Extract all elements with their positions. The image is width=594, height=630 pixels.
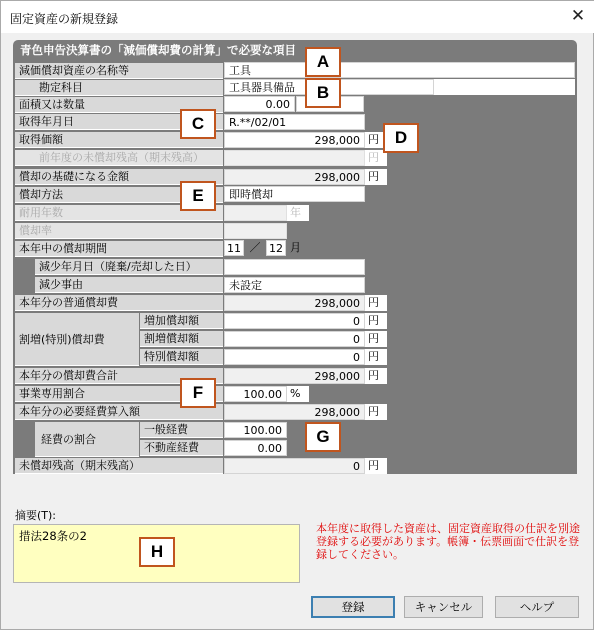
increase-depreciation-label: 増加償却額: [140, 313, 223, 329]
realestate-expense-label: 不動産経費: [140, 440, 223, 456]
period-separator: ／: [249, 241, 261, 254]
increase-depreciation-unit: 円: [365, 313, 387, 329]
account-select[interactable]: 工具器具備品: [224, 79, 434, 95]
annotation-marker-d: D: [383, 123, 419, 153]
period-unit: 月: [290, 241, 301, 254]
premium-depreciation-unit: 円: [365, 331, 387, 347]
quantity-input[interactable]: 0.00: [224, 96, 295, 112]
annotation-marker-a: A: [305, 47, 341, 77]
depreciation-basis-value: 298,000: [224, 169, 365, 185]
cancel-button[interactable]: キャンセル: [404, 596, 483, 618]
memo-label: 摘要(T):: [15, 509, 57, 522]
unamortized-balance-value: 0: [224, 458, 365, 474]
necessary-expense-label: 本年分の必要経費算入額: [15, 404, 223, 420]
annotation-marker-f: F: [180, 378, 216, 408]
extra-depreciation-group-label: [15, 313, 139, 366]
annotation-marker-e: E: [180, 181, 216, 211]
realestate-expense-input[interactable]: 0.00: [224, 440, 287, 456]
title-bar: [1, 1, 594, 33]
normal-depreciation-value: 298,000: [224, 295, 365, 311]
annotation-marker-c: C: [180, 109, 216, 139]
depreciation-basis-label: 償却の基礎になる金額: [15, 169, 223, 185]
close-icon[interactable]: ✕: [570, 6, 586, 26]
necessary-expense-unit: 円: [365, 404, 387, 420]
useful-life-unit: 年: [287, 205, 309, 221]
acquisition-date-input[interactable]: R.**/02/01: [224, 114, 365, 130]
acquisition-price-input[interactable]: 298,000: [224, 132, 365, 148]
panel-header: 青色申告決算書の「減価償却費の計算」で必要な項目: [20, 43, 296, 57]
memo-textarea[interactable]: 措法28条の2: [13, 524, 300, 583]
total-depreciation-label: 本年分の償却費合計: [15, 368, 223, 384]
necessary-expense-value: 298,000: [224, 404, 365, 420]
decrease-reason-select[interactable]: 未設定: [224, 277, 365, 293]
normal-depreciation-unit: 円: [365, 295, 387, 311]
extra-depreciation-group-text: 割増(特別)償却費: [19, 333, 105, 346]
asset-name-input[interactable]: 工具: [224, 62, 575, 78]
depreciation-period-label: 本年中の償却期間: [15, 241, 223, 257]
acquisition-price-unit: 円: [365, 132, 387, 148]
expense-ratio-group-label: [35, 422, 139, 457]
premium-depreciation-label: 割増償却額: [140, 331, 223, 347]
decrease-reason-label: 減少事由: [35, 277, 223, 293]
business-ratio-label: 事業専用割合: [15, 386, 223, 402]
notice-text: 本年度に取得した資産は、固定資産取得の仕訳を別途登録する必要があります。帳簿・伝票画面で仕訳を登録してください。: [316, 522, 580, 561]
total-depreciation-unit: 円: [365, 368, 387, 384]
asset-name-label: 減価償却資産の名称等: [15, 63, 223, 79]
acquisition-date-label: 取得年月日: [15, 114, 223, 130]
unamortized-balance-label: 未償却残高（期末残高）: [15, 458, 223, 474]
increase-depreciation-input[interactable]: 0: [224, 313, 365, 329]
premium-depreciation-input[interactable]: 0: [224, 331, 365, 347]
previous-balance-input: [224, 150, 365, 166]
depreciation-basis-unit: 円: [365, 169, 387, 185]
annotation-marker-h: H: [139, 537, 175, 567]
annotation-marker-g: G: [305, 422, 341, 452]
useful-life-input: [224, 205, 287, 221]
acquisition-price-label: 取得価額: [15, 132, 223, 148]
unamortized-balance-unit: 円: [365, 458, 387, 474]
quantity-label: 面積又は数量: [15, 97, 223, 113]
depreciation-rate-label: 償却率: [15, 223, 223, 239]
period-from-input[interactable]: 11: [224, 240, 244, 256]
decrease-date-label: 減少年月日（廃棄/売却した日）: [35, 259, 223, 275]
business-ratio-input[interactable]: 100.00: [224, 386, 287, 402]
period-to-input[interactable]: 12: [266, 240, 286, 256]
help-button[interactable]: ヘルプ: [495, 596, 579, 618]
useful-life-label: 耐用年数: [15, 205, 223, 221]
depreciation-rate-input: [224, 223, 287, 239]
account-label: 勘定科目: [15, 80, 223, 96]
depreciation-method-label: 償却方法: [15, 187, 223, 203]
previous-balance-unit: 円: [365, 150, 387, 166]
special-depreciation-input[interactable]: 0: [224, 349, 365, 365]
normal-depreciation-label: 本年分の普通償却費: [15, 295, 223, 311]
window-title: 固定資産の新規登録: [10, 12, 119, 26]
register-button[interactable]: 登録: [311, 596, 395, 618]
annotation-marker-b: B: [305, 78, 341, 108]
special-depreciation-label: 特別償却額: [140, 349, 223, 365]
depreciation-method-select[interactable]: 即時償却: [224, 186, 365, 202]
previous-balance-label: 前年度の未償却残高（期末残高）: [15, 150, 223, 166]
total-depreciation-value: 298,000: [224, 368, 365, 384]
general-expense-label: 一般経費: [140, 422, 223, 438]
business-ratio-unit: %: [287, 386, 309, 402]
general-expense-input[interactable]: 100.00: [224, 422, 287, 438]
decrease-date-input[interactable]: [224, 259, 365, 275]
expense-ratio-group-text: 経費の割合: [41, 433, 96, 446]
special-depreciation-unit: 円: [365, 349, 387, 365]
account-spacer: [434, 79, 575, 95]
